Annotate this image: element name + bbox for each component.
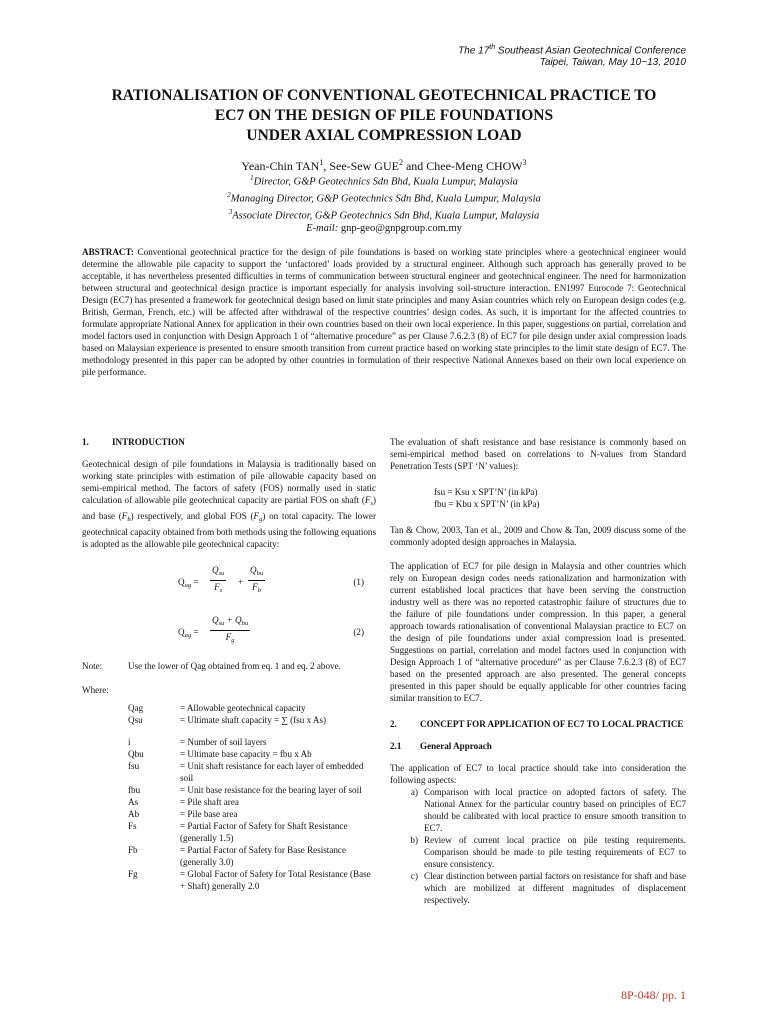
email-line: E-mail: gnp-geo@gnpgroup.com.my [306, 223, 462, 234]
conference-header [458, 42, 686, 69]
page-number: 8P-048/ pp. 1 [620, 988, 686, 1002]
paper-title: RATIONALISATION OF CONVENTIONAL GEOTECHNICAL PRACTICE TO EC7 ON THE DESIGN OF PILE FOUNDATIONS UNDER AXIAL COMPRESSION LOAD [111, 87, 657, 144]
list-item-text: Review of current local practice on pile testing requirements. Comparison should be made to pile testing requirements of EC7 to ensure consistency. [424, 835, 686, 869]
definition-symbol: fbu [128, 785, 141, 795]
section-heading-introduction: 1. INTRODUCTION [82, 437, 185, 447]
author-list: Yean-Chin TAN$^1$, See-Sew GUE$^2$ and Chee-Meng CHOW$^3$ [241, 158, 527, 173]
intro-paragraph: Geotechnical design of pile foundations in Malaysia is traditionally based on working state principles with estimation of pile allowable capacity based on semi-empirical method. The factors of safety (FOS) normally used in static calculation of allowable pile geotechnical capacity are partial FOS on shaft $(F_s)$ and base $(F_b)$ respectively, and global FOS $(F_g)$ on total capacity. The lower geotechnical capacity obtained from both methods using the following equations is adopted as the allowable pile geotechnical capacity: [82, 459, 376, 549]
abstract: ABSTRACT: Conventional geotechnical practice for the design of pile foundations is based on working state principles where a geotechnical engineer would determine the allowable pile capacity to support the ‘unfactored’ loads provided by a structural engineer. Although such approach has generally proved to be acceptable, it has nevertheless presented difficulties in terms of communication between structural engineer and geotechnical engineer. The need for harmonization between structural and geotechnical design practice is important especially for analysis involving soil-structure interaction. EN1997 Eurocode 7: Geotechnical Design (EC7) has presented a framework for geotechnical design based on limit state principles and many Asian countries which rely on European design codes (e.g. British, German, French, etc.) will be affected after withdrawal of the respective countries’ design codes. As such, it is important for the affected countries to formulate appropriate National Annex for application in their own countries based on their own local experience. In this paper, suggestions on partial, correlation and model factors used in conjunction with Design Approach 1 of “alternative procedure” as per Clause 7.6.2.3 (8) of EC7 for pile design under axial compression loads based on Malaysian experience is presented to ensure smooth transition from current practice based on working state principles to the limit state design of EC7. The methodology presented in this paper can be adopted by other countries in formulation of their respective National Annexes based on their own local experience on pile performance. [82, 247, 686, 377]
list-item [390, 834, 686, 870]
right-column [390, 436, 686, 906]
definition-symbol: Fb [128, 845, 138, 855]
definition-row [82, 808, 376, 820]
definition-text: = Unit shaft resistance for each layer of embedded soil [180, 761, 364, 783]
definition-symbol: Fg [128, 869, 138, 879]
definition-row [82, 714, 376, 726]
definition-row [82, 820, 376, 844]
section-heading-concept: 2. CONCEPT FOR APPLICATION OF EC7 TO LOCAL PRACTICE [390, 719, 684, 729]
definition-row [82, 736, 376, 748]
where-label: Where: [82, 685, 109, 695]
equation-1: $Q_{ag}$ = $Q_{su}$ $F_s$ + $Q_{bu}$ $F_b$ (1) [178, 565, 364, 594]
conference-name: The 17th Southeast Asian Geotechnical Conference [458, 44, 686, 57]
definition-text: = Partial Factor of Safety for Shaft Resistance (generally 1.5) [180, 821, 348, 843]
definition-text: = Pile base area [180, 809, 238, 819]
definition-text: = Global Factor of Safety for Total Resistance (Base + Shaft) generally 2.0 [180, 869, 371, 891]
definition-row [82, 760, 376, 784]
aspect-list [390, 786, 686, 906]
definition-text: = Allowable geotechnical capacity [180, 703, 306, 713]
affiliations: $^1$Director, G&P Geotechnics Sdn Bhd, Kuala Lumpur, Malaysia $^2$Managing Director, G&P Geotechnics Sdn Bhd, Kuala Lumpur, Malaysia $^3$Associate Director, G&P Geotechnics Sdn Bhd, Kuala Lumpur, Malaysia E-mail: gnp-geo@gnpgroup.com.my [60, 172, 708, 236]
equation-2: $Q_{ag}$ = $Q_{su} + Q_{bu}$ $F_g$ (2) [178, 615, 364, 644]
definition-row [82, 748, 376, 760]
list-item [390, 786, 686, 834]
conference-location: Taipei, Taiwan, May 10~13, 2010 [539, 57, 686, 69]
list-item-text: Comparison with local practice on adopted factors of safety. The National Annex for the particular country based on principles of EC7 should be calibrated with local practice to ensure smooth transition to EC7. [424, 787, 686, 833]
list-item-label: b) [410, 835, 418, 845]
definition-row [82, 796, 376, 808]
definition-text: = Number of soil layers [180, 737, 267, 747]
definition-row [82, 784, 376, 796]
definition-row [82, 868, 376, 892]
definition-text: = Pile shaft area [180, 797, 239, 807]
list-item-label: c) [410, 871, 418, 881]
paragraph-aspects: The application of EC7 to local practice should take into consideration the following aspects: [390, 763, 686, 785]
definition-symbol: Qsu [128, 715, 143, 725]
definition-symbol: Ab [128, 809, 140, 819]
email-address[interactable]: gnp-geo@gnpgroup.com.my [340, 223, 462, 234]
definitions-table [82, 702, 376, 892]
paragraph-application: The application of EC7 for pile design in Malaysia and other countries which rely on European design codes needs rationalization and harmonization with current established local practices that have been serving the construction industry well as there was no reported catastrophic failure of structures due to the failure of pile foundations under compression. In this paper, a general approach towards rationalisation of conventional Malaysian practice to EC7 on the design of pile foundations under axial compression load is presented. Suggestions on partial, correlation and model factors used in conjunction with Design Approach 1 of “alternative procedure” as per Clause 7.6.2.3 (8) of EC7 based on the presented approach are also presented. The general concepts presented in this paper should be equally applicable for other countries facing similar transition to EC7. [390, 561, 686, 703]
definition-row [82, 702, 376, 714]
definition-text: = Ultimate base capacity = fbu x Ab [180, 749, 312, 759]
definition-symbol: Qag [128, 703, 144, 713]
left-column [82, 436, 376, 892]
list-item-label: a) [410, 787, 418, 797]
definition-row [82, 844, 376, 868]
definition-text: = Partial Factor of Safety for Base Resistance (generally 3.0) [180, 845, 346, 867]
list-item [390, 870, 686, 906]
paragraph-references: Tan & Chow, 2003, Tan et al., 2009 and Chow & Tan, 2009 discuss some of the commonly adopted design approaches in Malaysia. [390, 525, 686, 547]
note: Note: Use the lower of Qag obtained from eq. 1 and eq. 2 above. [82, 661, 341, 671]
definition-symbol: As [128, 797, 139, 807]
definition-symbol: Fs [128, 821, 137, 831]
definition-symbol: fsu [128, 761, 140, 771]
list-item-text: Clear distinction between partial factors on resistance for shaft and base which are mobilized at different magnitudes of displacement respectively. [424, 871, 686, 905]
definition-symbol: i [128, 737, 131, 747]
subsection-heading-general-approach: 2.1 General Approach [390, 741, 492, 751]
definition-symbol: Qbu [128, 749, 144, 759]
definition-text: = Ultimate shaft capacity = ∑ (fsu x As) [180, 715, 327, 725]
definition-text: = Unit base resistance for the bearing layer of soil [180, 785, 362, 795]
paragraph-evaluation: The evaluation of shaft resistance and base resistance is commonly based on semi-empirical method based on correlations to N-values from Standard Penetration Tests (SPT ‘N’ values): [390, 437, 686, 471]
correlation-equations: fsu = Ksu x SPT’N’ (in kPa) fbu = Kbu x SPT’N’ (in kPa) [434, 487, 540, 509]
